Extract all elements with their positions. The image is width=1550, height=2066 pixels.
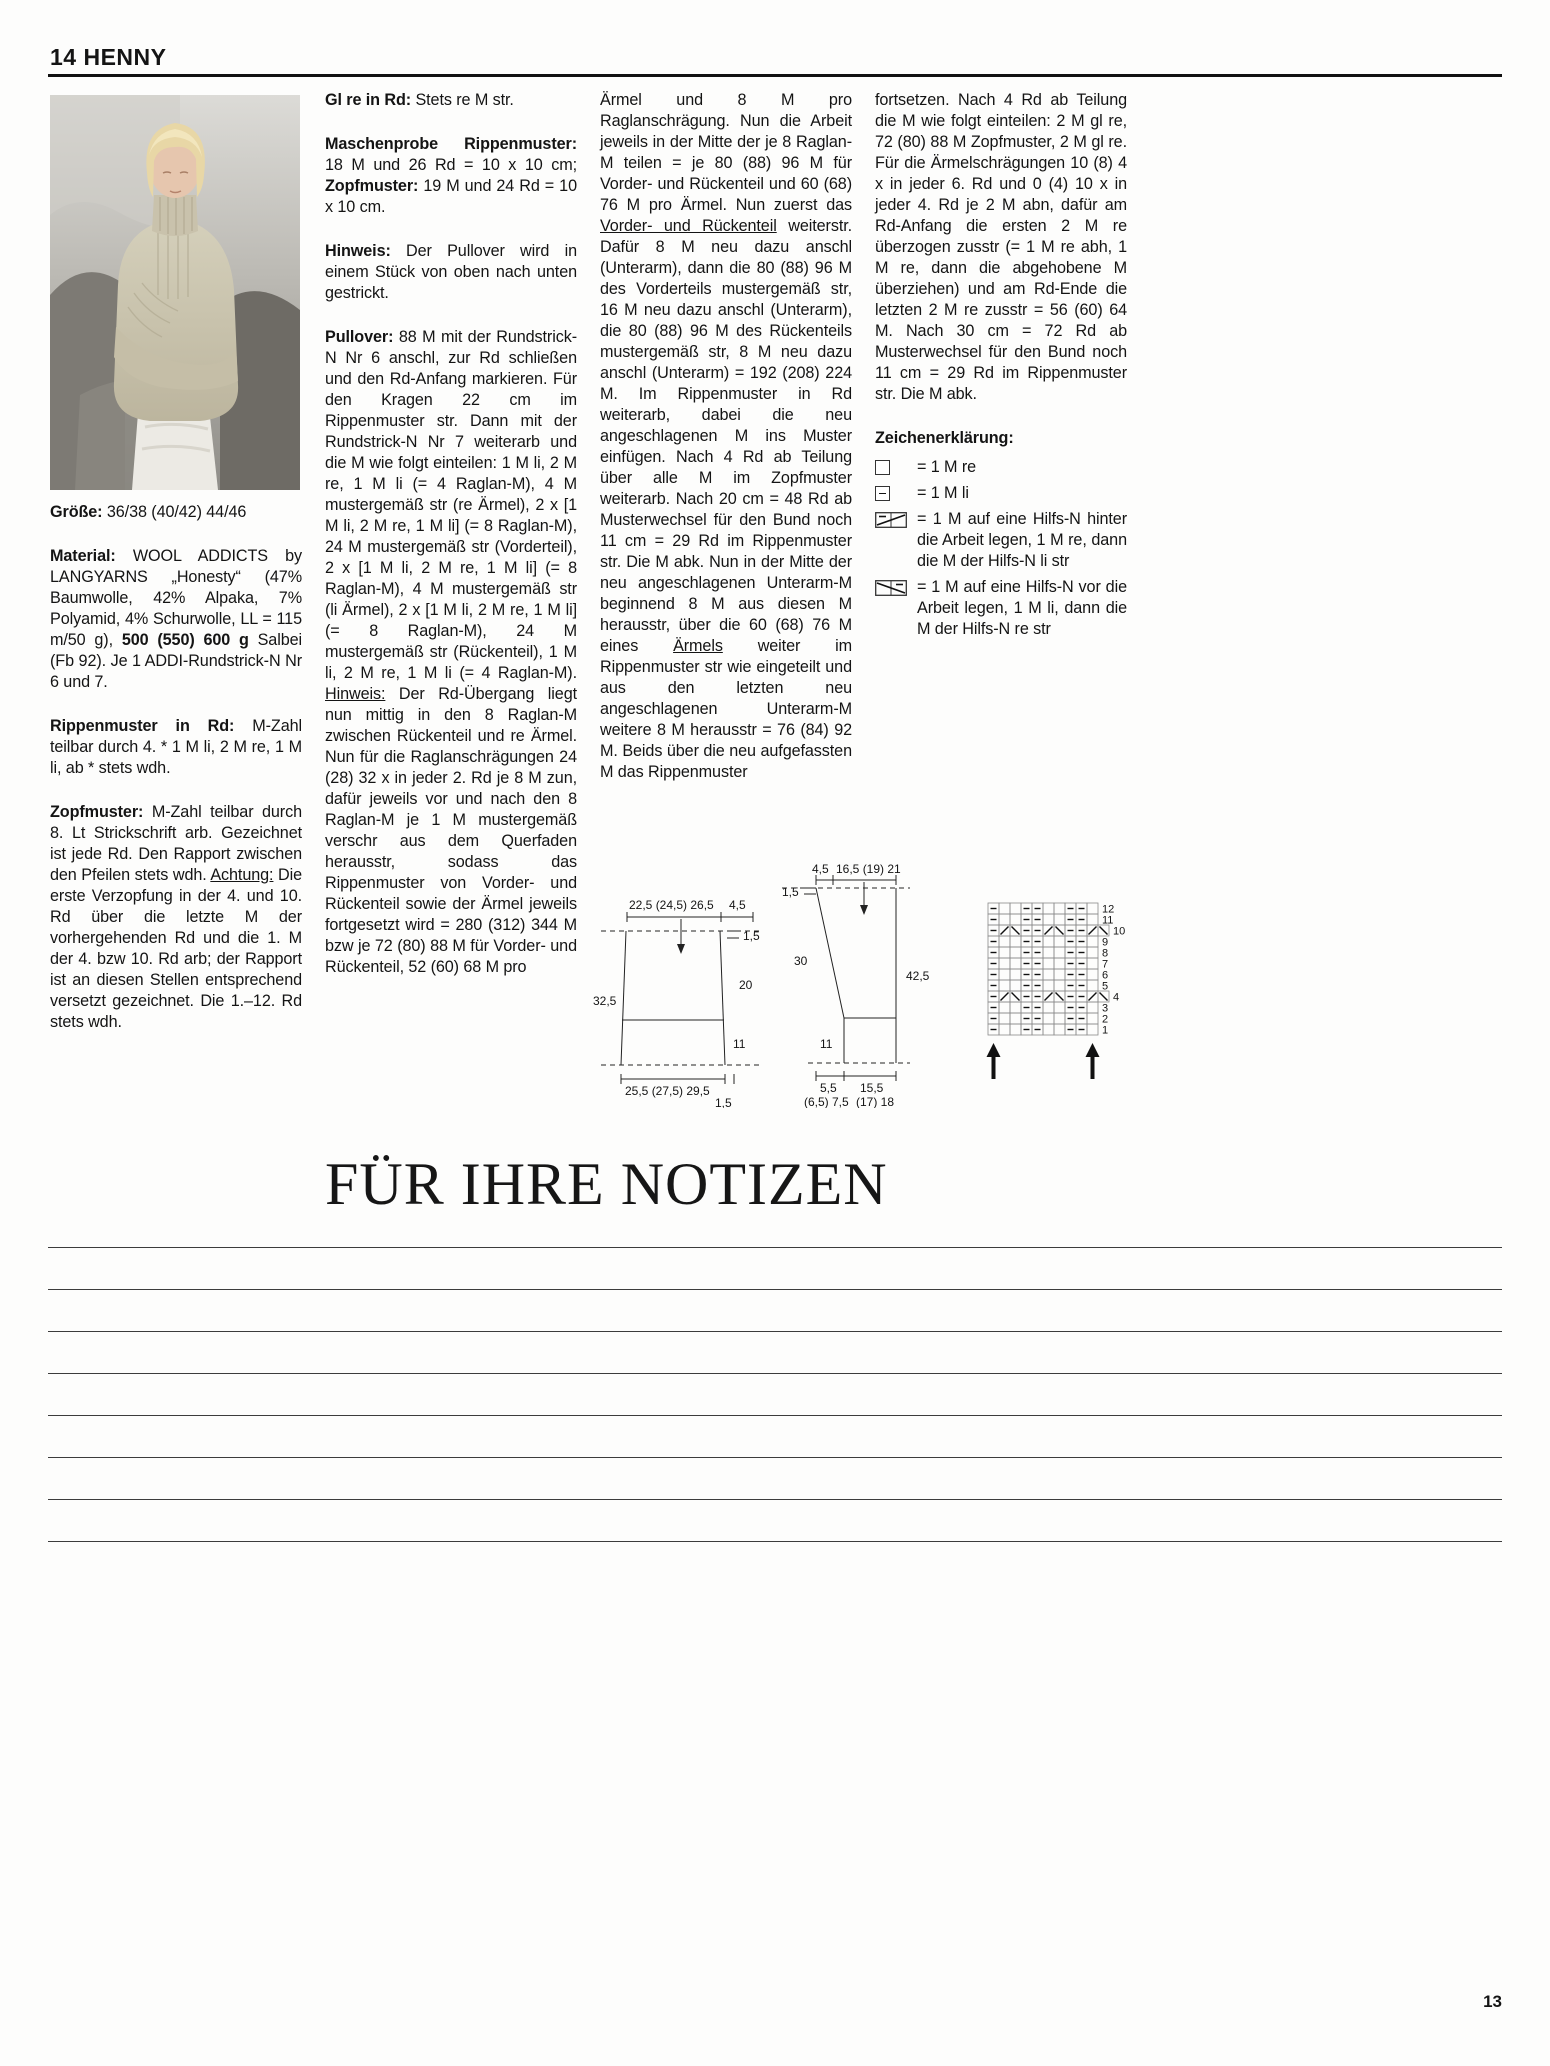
- notes-title: FÜR IHRE NOTIZEN: [325, 1151, 888, 1217]
- chart-cell: [999, 1013, 1010, 1024]
- sleeve-neck-height-label: 1,5: [782, 885, 799, 899]
- cable-symbol: [1056, 993, 1064, 1001]
- column-4: [875, 90, 1127, 645]
- body-bottom-extra-label: 1,5: [715, 1096, 732, 1108]
- chart-cell: [1087, 903, 1098, 914]
- chart-cell: [1054, 1002, 1065, 1013]
- cable-symbol: [1100, 927, 1108, 935]
- chart-cell: [1043, 1013, 1054, 1024]
- chart-cell: [1087, 958, 1098, 969]
- sleeve-cuff-height-label: 11: [820, 1037, 833, 1051]
- maschenprobe-paragraph: Maschenprobe Rippenmuster: 18 M und 26 Rd = 10 x 10 cm; Zopfmuster: 19 M und 24 Rd = 10 x 10 cm.: [325, 135, 577, 216]
- sleeve-bottom-inner2-label: (6,5) 7,5: [804, 1095, 849, 1108]
- groesse-paragraph: [50, 502, 302, 523]
- chart-row-number: 3: [1102, 1002, 1109, 1015]
- chart-cell: [1087, 936, 1098, 947]
- chart-row-number: 1: [1102, 1024, 1109, 1037]
- groesse-value: 36/38 (40/42) 44/46: [106, 503, 247, 521]
- body-raglan-height-label: 20: [739, 978, 753, 992]
- chart-cell: [1054, 958, 1065, 969]
- note-line: [48, 1289, 1502, 1290]
- body-bottom-width-label: 25,5 (27,5) 29,5: [625, 1084, 710, 1098]
- chart-cell: [1054, 980, 1065, 991]
- sleeve-total-height-label: 42,5: [906, 969, 930, 983]
- chart-cell: [1010, 969, 1021, 980]
- chart-row-number: 2: [1102, 1013, 1109, 1026]
- chart-cell: [1087, 1002, 1098, 1013]
- body-raglan-width-label: 4,5: [729, 898, 746, 912]
- chart-row-number: 11: [1102, 914, 1114, 927]
- legend-title: Zeichenerklärung:: [875, 429, 1014, 447]
- legend-item-cable-back: = 1 M auf eine Hilfs-N hinter die Arbeit legen, 1 M re, dann die M der Hilfs-N li str: [875, 509, 1127, 572]
- chart-cell: [1054, 969, 1065, 980]
- sleeve-raglan-width-label: 4,5: [812, 862, 829, 876]
- chart-cell: [1054, 914, 1065, 925]
- chart-cell: [1010, 936, 1021, 947]
- rapport-arrows: [987, 1043, 1100, 1079]
- cable-symbol: [1012, 993, 1020, 1001]
- sleeve-bottom-outer-label: 15,5: [860, 1081, 884, 1095]
- knit-stitch-symbol-icon: [875, 457, 909, 478]
- chart-cell: [1043, 914, 1054, 925]
- chart-cell: [1010, 914, 1021, 925]
- chart-row-number: 6: [1102, 969, 1109, 982]
- cable-back-symbol-icon: [875, 509, 909, 572]
- chart-cell: [999, 958, 1010, 969]
- chart-cell: [999, 947, 1010, 958]
- model-photo: [50, 95, 300, 490]
- body-side-height-label: 32,5: [593, 994, 617, 1008]
- up-arrow-icon: [987, 1043, 1001, 1057]
- material-paragraph: Material: WOOL ADDICTS by LANGYARNS „Honesty“ (47% Baumwolle, 42% Alpaka, 7% Polyamid, 4% Schurwolle, LL = 115 m/50 g), 500 (550) 600 g Salbei (Fb 92). Je 1 ADDI-Rundstrick-N Nr 6 und 7.: [50, 547, 303, 691]
- cable-symbol: [1045, 993, 1053, 1001]
- chart-cell: [1087, 1013, 1098, 1024]
- up-arrow-icon: [1086, 1043, 1100, 1057]
- cable-symbol: [1001, 993, 1009, 1001]
- sleeve-upper-height-label: 30: [794, 954, 808, 968]
- cable-symbol: [1001, 927, 1009, 935]
- stitch-chart: [984, 897, 1134, 1087]
- cable-symbol: [1012, 927, 1020, 935]
- chart-cell: [1043, 969, 1054, 980]
- chart-cell: [1010, 1002, 1021, 1013]
- note-line: [48, 1373, 1502, 1374]
- chart-cell: [1010, 958, 1021, 969]
- page-header: 14 HENNY: [50, 44, 167, 70]
- chart-cell: [1054, 1024, 1065, 1035]
- legend-item-cable-front: = 1 M auf eine Hilfs-N vor die Arbeit legen, 1 M li, dann die M der Hilfs-N re str: [875, 577, 1127, 640]
- header-rule: [48, 74, 1502, 77]
- cable-symbol: [1100, 993, 1108, 1001]
- pullover-paragraph: Pullover: 88 M mit der Rundstrick-N Nr 6 anschl, zur Rd schließen und den Rd-Anfang markieren. Für den Kragen 22 cm im Rippenmuster str. Dann mit der Rundstrick-N Nr 7 weiterarb und die M wie folgt einteilen: 1 M li, 2 M re, 1 M li (= 4 Raglan-M), 4 M mustergemäß str (re Ärmel), 2 x [1 M li, 2 M re, 1 M li] (= 8 Raglan-M), 24 M mustergemäß str (Vorderteil), 2 x [1 M li, 2 M re, 1 M li] (= 8 Raglan-M), 4 M mustergemäß str (li Ärmel), 2 x [1 M li, 2 M re, 1 M li] (= 8 Raglan-M), 24 M mustergemäß str (Rückenteil), 1 M li, 2 M re, 1 M li (= 4 Raglan-M). Hinweis: Der Rd-Übergang liegt nun mittig in den 8 Raglan-M zwischen Rückenteil und re Ärmel. Nun für die Raglanschrägungen 24 (28) 32 x in jeder 2. Rd je 8 M zun, dafür jeweils vor und nach den 8 Raglan-M je 1 M mustergemäß verschr aus dem Querfaden herausstr, sodass das Rippenmuster von Vorder- und Rückenteil sowie der Ärmel jeweils fortgesetzt wird = 280 (312) 344 M bzw je 72 (80) 88 M für Vorder- und Rückenteil, 52 (60) 68 M pro: [325, 328, 578, 976]
- note-line: [48, 1541, 1502, 1542]
- groesse-label: Größe:: [50, 503, 103, 521]
- notes-lines: [48, 1247, 1502, 1583]
- chart-cell: [1010, 980, 1021, 991]
- chart-cell: [1087, 947, 1098, 958]
- cable-front-symbol-icon: [875, 577, 909, 640]
- chart-cell: [1010, 903, 1021, 914]
- hinweis-paragraph: Hinweis: Der Pullover wird in einem Stück von oben nach unten gestrickt.: [325, 242, 577, 302]
- chart-cell: [1010, 1013, 1021, 1024]
- cable-symbol: [1089, 993, 1097, 1001]
- body-neck-height-label: 1,5: [743, 929, 760, 943]
- sleeve-bottom-outer2-label: (17) 18: [856, 1095, 895, 1108]
- sleeve-top-width-label: 16,5 (19) 21: [836, 862, 901, 876]
- cable-symbol: [1056, 927, 1064, 935]
- chart-cell: [1043, 1024, 1054, 1035]
- body-schematic: [593, 893, 798, 1108]
- chart-cell: [1043, 947, 1054, 958]
- chart-cell: [999, 1002, 1010, 1013]
- chart-cell: [1087, 980, 1098, 991]
- material-label: Material:: [50, 547, 116, 565]
- model-photo-illustration: [50, 95, 300, 490]
- stitch-chart-grid: [984, 897, 1134, 1087]
- chart-cell: [1087, 914, 1098, 925]
- cable-symbol: [1045, 927, 1053, 935]
- zopfmuster-paragraph: Zopfmuster: M-Zahl teilbar durch 8. Lt Strickschrift arb. Gezeichnet ist jede Rd. Den Rapport zwischen den Pfeilen stets wdh. Achtung: Die erste Verzopfung in der 4. und 10. Rd über die letzte M der vorhergehenden Rd und die 1. M der 4. bzw 10. Rd arb; der Rapport ist an diesen Stellen entsprechend versetzt gezeichnet. Die 1.–12. Rd stets wdh.: [50, 803, 302, 1031]
- note-line: [48, 1499, 1502, 1500]
- down-arrow-icon: [860, 905, 868, 915]
- rippenmuster-paragraph: Rippenmuster in Rd: M-Zahl teilbar durch 4. * 1 M li, 2 M re, 1 M li, ab * stets wdh.: [50, 717, 302, 777]
- note-line: [48, 1331, 1502, 1332]
- chart-cell: [1054, 936, 1065, 947]
- instructions-continued-paragraph: Ärmel und 8 M pro Raglanschrägung. Nun die Arbeit jeweils in der Mitte der je 8 Raglan-M teilen = je 80 (88) 96 M für Vorder- und Rückenteil und 60 (68) 76 M pro Ärmel. Nun zuerst das Vorder- und Rückenteil weiterstr. Dafür 8 M neu dazu anschl (Unterarm), dann die 80 (88) 96 M des Vorderteils mustergemäß str, 16 M neu dazu anschl (Unterarm), die 80 (88) 96 M des Rückenteils mustergemäß str, 8 M neu dazu anschl (Unterarm) = 192 (208) 224 M. Im Rippenmuster in Rd weiterarb, dabei die neu angeschlagenen M ins Muster einfügen. Nach 4 Rd ab Teilung über alle M im Zopfmuster weiterarb. Nach 20 cm = 48 Rd ab Musterwechsel für den Bund noch 11 cm = 29 Rd im Rippenmuster str. Die M abk. Nun in der Mitte der neu angeschlagenen Unterarm-M beginnend 8 M aus diesen M herausstr, über die 60 (68) 76 M eines Ärmels weiter im Rippenmuster str wie eingeteilt und aus den letzten neu angeschlagenen Unterarm-M weitere 8 M herausstr = 76 (84) 92 M. Beids über die neu aufgefassten M das Rippenmuster: [600, 91, 853, 781]
- down-arrow-icon: [677, 944, 685, 954]
- chart-row-number: 10: [1113, 925, 1126, 938]
- chart-cell: [1010, 1024, 1021, 1035]
- chart-cell: [1087, 1024, 1098, 1035]
- column-3: [600, 90, 852, 783]
- sleeve-schematic: [770, 860, 935, 1108]
- chart-cell: [999, 1024, 1010, 1035]
- sleeve-bottom-inner-label: 5,5: [820, 1081, 837, 1095]
- chart-cell: [999, 936, 1010, 947]
- note-line: [48, 1457, 1502, 1458]
- glre-paragraph: Gl re in Rd: Stets re M str.: [325, 91, 514, 109]
- chart-cell: [999, 903, 1010, 914]
- chart-cell: [999, 980, 1010, 991]
- legend-item-purl: = 1 M li: [875, 483, 1127, 504]
- chart-cell: [1043, 936, 1054, 947]
- chart-cell: [1043, 958, 1054, 969]
- chart-row-number: 8: [1102, 947, 1109, 960]
- chart-row-number: 9: [1102, 936, 1109, 949]
- chart-row-number: 4: [1113, 991, 1120, 1004]
- chart-cell: [1087, 969, 1098, 980]
- page-number: 13: [1483, 1992, 1502, 2011]
- chart-cell: [1043, 1002, 1054, 1013]
- chart-cell: [1043, 903, 1054, 914]
- column-1: [50, 502, 302, 1033]
- chart-cell: [1010, 947, 1021, 958]
- chart-cell: [1043, 980, 1054, 991]
- chart-row-number: 7: [1102, 958, 1109, 971]
- column-2: [325, 90, 577, 978]
- note-line: [48, 1247, 1502, 1248]
- chart-row-number: 12: [1102, 903, 1115, 916]
- body-cuff-height-label: 11: [733, 1037, 746, 1051]
- chart-cell: [1054, 1013, 1065, 1024]
- cable-symbol: [1089, 927, 1097, 935]
- sleeve-instructions-paragraph: fortsetzen. Nach 4 Rd ab Teilung die M wie folgt einteilen: 2 M gl re, 72 (80) 88 M Zopfmuster, 2 M gl re. Für die Ärmelschrägungen 10 (8) 4 x in jeder 6. Rd und 0 (4) 10 x in jeder 4. Rd je 2 M abn, dafür am Rd-Anfang die ersten 2 M re überzogen zusstr (= 1 M re abh, 1 M re, dann die abgehobene M überziehen) und am Rd-Ende die letzten 2 M re zusstr = 56 (60) 64 M. Nach 30 cm = 72 Rd ab Musterwechsel für den Bund noch 11 cm = 29 Rd im Rippenmuster str. Die M abk.: [875, 91, 1127, 403]
- note-line: [48, 1415, 1502, 1416]
- chart-cell: [999, 969, 1010, 980]
- purl-stitch-symbol-icon: [875, 483, 909, 504]
- chart-cell: [999, 914, 1010, 925]
- chart-row-number: 5: [1102, 980, 1109, 993]
- chart-cell: [1054, 947, 1065, 958]
- body-top-width-label: 22,5 (24,5) 26,5: [629, 898, 714, 912]
- legend-item-knit: = 1 M re: [875, 457, 1127, 478]
- chart-cell: [1054, 903, 1065, 914]
